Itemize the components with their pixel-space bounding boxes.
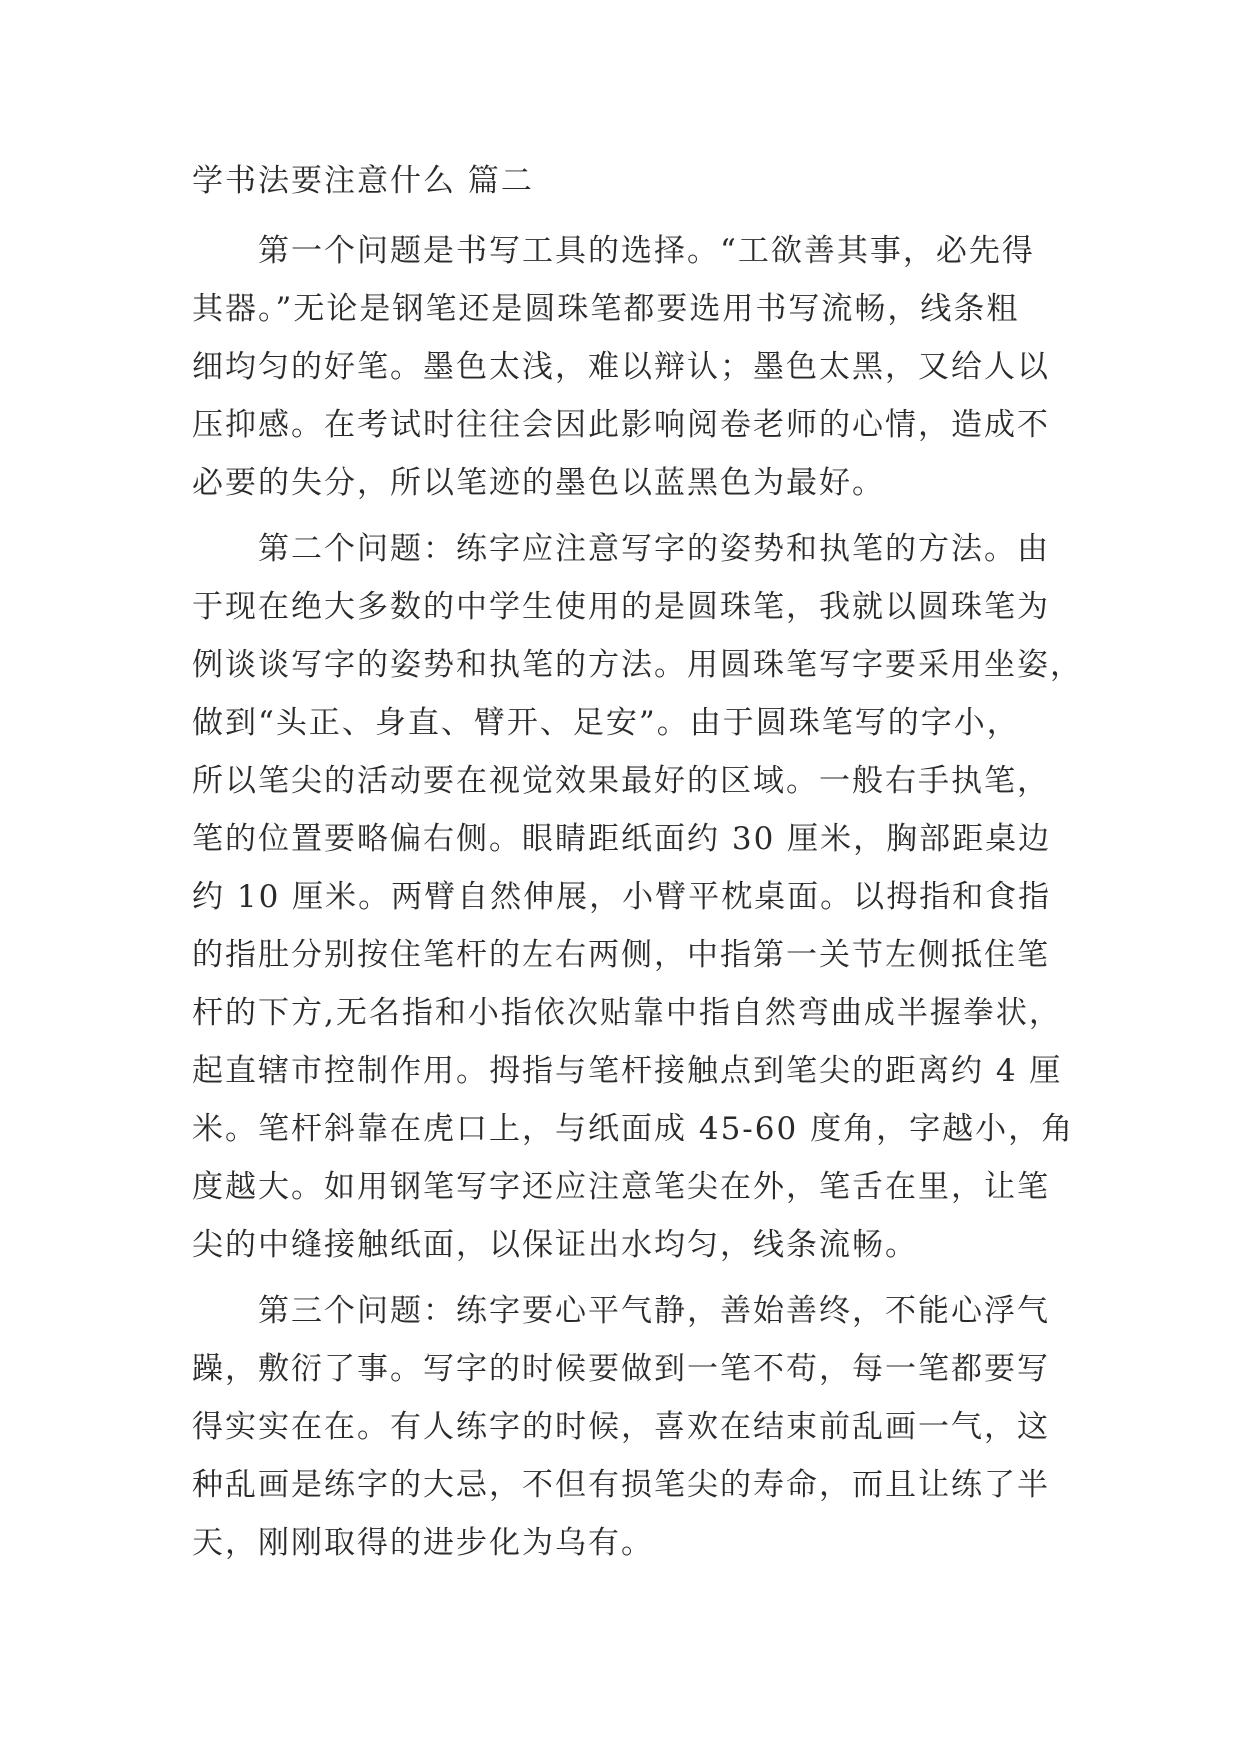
paragraph-line: 天，刚刚取得的进步化为乌有。 bbox=[192, 1525, 654, 1561]
paragraph-line: 米。笔杆斜靠在虎口上，与纸面成 45-60 度角，字越小，角 bbox=[192, 1111, 1075, 1147]
paragraph-line: 细均匀的好笔。墨色太浅，难以辩认；墨色太黑，又给人以 bbox=[192, 349, 1050, 385]
paragraph-line: 种乱画是练字的大忌，不但有损笔尖的寿命，而且让练了半 bbox=[192, 1467, 1050, 1503]
paragraph-3 bbox=[192, 1282, 1054, 1572]
paragraph-line: 第三个问题：练字要心平气静，善始善终，不能心浮气 bbox=[258, 1293, 1050, 1329]
paragraph-line: 得实实在在。有人练字的时候，喜欢在结束前乱画一气，这 bbox=[192, 1409, 1050, 1445]
paragraph-line: 第一个问题是书写工具的选择。“工欲善其事，必先得 bbox=[258, 233, 1035, 269]
paragraph-line: 做到“头正、身直、臂开、足安”。由于圆珠笔写的字小， bbox=[192, 705, 1020, 741]
paragraph-line: 例谈谈写字的姿势和执笔的方法。用圆珠笔写字要采用坐姿， bbox=[192, 647, 1083, 683]
paragraph-2 bbox=[192, 520, 1083, 1274]
paragraph-line: 于现在绝大多数的中学生使用的是圆珠笔，我就以圆珠笔为 bbox=[192, 589, 1050, 625]
paragraph-1 bbox=[192, 222, 1054, 512]
paragraph-line: 的指肚分别按住笔杆的左右两侧，中指第一关节左侧抵住笔 bbox=[192, 937, 1050, 973]
paragraph-line: 第二个问题：练字应注意写字的姿势和执笔的方法。由 bbox=[258, 531, 1050, 567]
paragraph-line: 笔的位置要略偏右侧。眼睛距纸面约 30 厘米，胸部距桌边 bbox=[192, 821, 1052, 857]
document-title: 学书法要注意什么 篇二 bbox=[192, 163, 534, 199]
paragraph-line: 必要的失分，所以笔迹的墨色以蓝黑色为最好。 bbox=[192, 465, 885, 501]
document-body bbox=[192, 152, 1083, 1572]
paragraph-line: 躁，敷衍了事。写字的时候要做到一笔不苟，每一笔都要写 bbox=[192, 1351, 1050, 1387]
paragraph-line: 约 10 厘米。两臂自然伸展，小臂平枕桌面。以拇指和食指 bbox=[192, 879, 1052, 915]
paragraph-line: 尖的中缝接触纸面，以保证出水均匀，线条流畅。 bbox=[192, 1227, 918, 1263]
paragraph-line: 杆的下方,无名指和小指依次贴靠中指自然弯曲成半握拳状， bbox=[192, 995, 1062, 1031]
paragraph-line: 压抑感。在考试时往往会因此影响阅卷老师的心情，造成不 bbox=[192, 407, 1050, 443]
paragraph-line: 起直辖市控制作用。拇指与笔杆接触点到笔尖的距离约 4 厘 bbox=[192, 1053, 1063, 1089]
paragraph-line: 度越大。如用钢笔写字还应注意笔尖在外，笔舌在里，让笔 bbox=[192, 1169, 1050, 1205]
paragraph-line: 其器。”无论是钢笔还是圆珠笔都要选用书写流畅，线条粗 bbox=[192, 291, 1020, 327]
paragraph-line: 所以笔尖的活动要在视觉效果最好的区域。一般右手执笔， bbox=[192, 763, 1050, 799]
